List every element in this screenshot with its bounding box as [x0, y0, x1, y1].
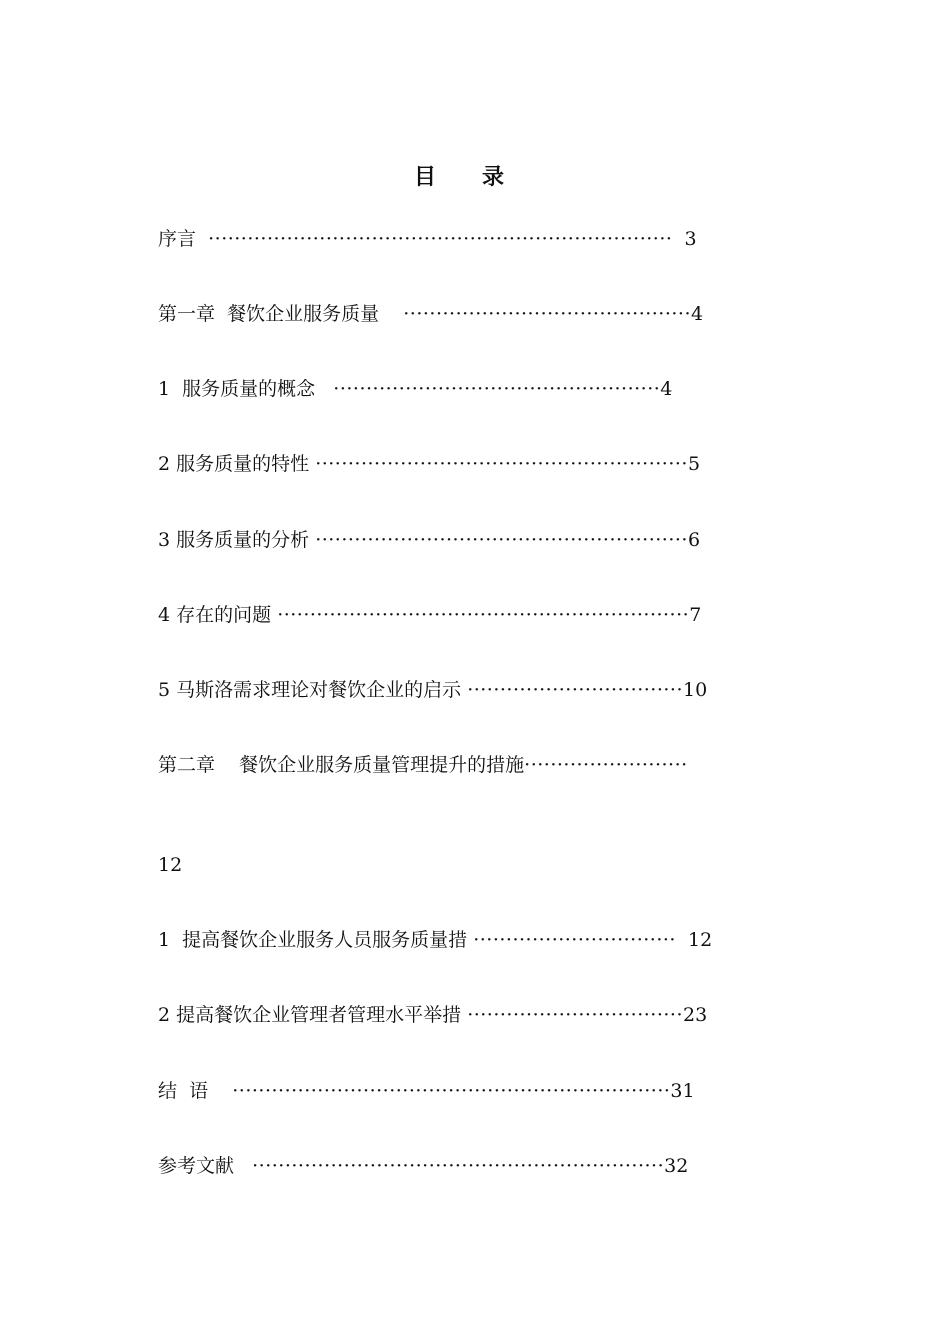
- toc-entry-page: 31: [670, 1080, 695, 1102]
- toc-entry-label: 4 存在的问题: [158, 604, 272, 626]
- toc-entry-sep: [208, 1080, 232, 1102]
- toc-title-char-1: 目: [413, 164, 438, 190]
- toc-entry-label: 12: [158, 854, 183, 876]
- toc-entry-sep: [315, 378, 333, 400]
- toc-entry-page: 3: [672, 228, 697, 250]
- toc-entry-label: 第二章 餐饮企业服务质量管理提升的措施: [158, 754, 525, 776]
- toc-entry-sep: [379, 303, 403, 325]
- toc-entry-1-2[interactable]: [158, 451, 700, 477]
- toc-entry-label: 参考文献: [158, 1155, 235, 1177]
- toc-entry-1-4[interactable]: [158, 602, 701, 628]
- toc-entry-conclusion[interactable]: [158, 1078, 695, 1104]
- toc-entry-page: 5: [687, 453, 701, 475]
- toc-entry-references[interactable]: [158, 1153, 688, 1179]
- toc-entry-page: 32: [664, 1155, 689, 1177]
- toc-title: [0, 160, 920, 191]
- toc-leader-dots: ··················································: [333, 378, 661, 400]
- toc-leader-dots: ·································: [467, 679, 683, 701]
- toc-title-char-2: 录: [482, 164, 507, 190]
- toc-entry-page: 10: [683, 679, 708, 701]
- toc-entry-sep: [234, 1155, 252, 1177]
- toc-entry-label: 3 服务质量的分析: [158, 529, 310, 551]
- toc-entry-1-5[interactable]: [158, 677, 707, 703]
- toc-leader-dots: ···································································: [232, 1080, 671, 1102]
- toc-entry-label: 2 提高餐饮企业管理者管理水平举措: [158, 1004, 462, 1026]
- toc-entry-page: 7: [689, 604, 702, 626]
- toc-entry-chapter-2-page: [158, 852, 182, 878]
- toc-entry-chapter-2[interactable]: [158, 752, 688, 778]
- toc-entry-2-2[interactable]: [158, 1002, 707, 1028]
- toc-entry-label: 结 语: [158, 1080, 209, 1102]
- toc-entry-page: 4: [691, 303, 704, 325]
- toc-entry-page: 4: [660, 378, 673, 400]
- toc-leader-dots: ·································: [467, 1004, 683, 1026]
- toc-entry-label: 1 服务质量的概念: [158, 378, 316, 400]
- toc-entry-label: 1 提高餐饮企业服务人员服务质量措: [158, 929, 468, 951]
- toc-entry-1-3[interactable]: [158, 527, 700, 553]
- toc-entry-2-1[interactable]: [158, 927, 712, 953]
- toc-leader-dots: ·······························: [473, 929, 676, 951]
- toc-entry-label: 第一章 餐饮企业服务质量: [158, 303, 380, 325]
- toc-entry-page: 23: [683, 1004, 708, 1026]
- toc-leader-dots: ·······································································: [208, 228, 673, 250]
- toc-leader-dots: ·······························································: [252, 1155, 665, 1177]
- toc-leader-dots: ·······························································: [277, 604, 690, 626]
- toc-entry-label: 5 马斯洛需求理论对餐饮企业的启示: [158, 679, 462, 701]
- toc-entry-preface[interactable]: [158, 226, 697, 252]
- toc-leader-dots: ·························································: [315, 529, 688, 551]
- toc-leader-dots: ·························································: [315, 453, 688, 475]
- toc-entry-1-1[interactable]: [158, 376, 672, 402]
- toc-entry-page: 12: [675, 929, 713, 951]
- toc-leader-dots: ············································: [403, 303, 692, 325]
- toc-entry-page: 6: [687, 529, 701, 551]
- toc-entry-label: 序言: [158, 228, 197, 250]
- toc-leader-dots: ·························: [524, 754, 688, 776]
- toc-entry-chapter-1[interactable]: [158, 301, 703, 327]
- toc-entry-label: 2 服务质量的特性: [158, 453, 310, 475]
- toc-entry-sep: [196, 228, 208, 250]
